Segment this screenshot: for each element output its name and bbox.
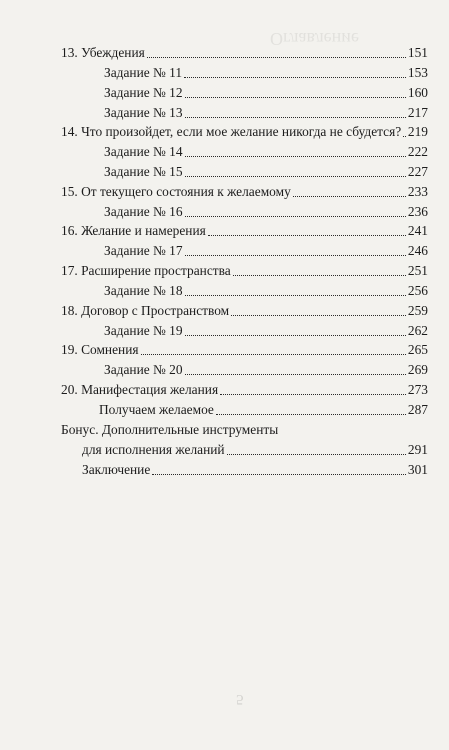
toc-entry: [61, 418, 428, 438]
toc-entry-title: 19. Сомнения: [61, 342, 139, 357]
toc-entry: [61, 219, 428, 239]
toc-entry-title: Получаем желаемое: [99, 402, 214, 417]
toc-entry-title: 16. Желание и намерения: [61, 223, 206, 238]
dot-leader: [216, 413, 406, 415]
toc-entry: [61, 101, 428, 121]
toc-entry-title: Задание № 18: [104, 283, 183, 298]
toc-entry: [61, 458, 428, 478]
toc-entry: [61, 319, 428, 339]
toc-entry-page-number: 269: [407, 362, 428, 377]
dot-leader: [152, 473, 406, 475]
toc-entry-page-number: 256: [407, 283, 428, 298]
toc-entry-title: Заключение: [82, 462, 151, 477]
dot-leader: [185, 294, 406, 296]
toc-entry-page-number: 222: [407, 144, 428, 159]
toc-entry-title: 15. От текущего состояния к желаемому: [61, 184, 291, 199]
toc-entry: [61, 200, 428, 220]
dot-leader: [293, 195, 406, 197]
dot-leader: [185, 334, 406, 336]
toc-entry: [61, 81, 428, 101]
toc-entry: [61, 180, 428, 200]
toc-entry-page-number: 227: [407, 164, 428, 179]
dot-leader: [185, 175, 406, 177]
toc-entry-title: Задание № 11: [104, 65, 183, 80]
dot-leader: [185, 215, 406, 217]
dot-leader: [147, 56, 406, 58]
dot-leader: [227, 453, 406, 455]
toc-entry-title: Задание № 20: [104, 362, 183, 377]
toc-entry-page-number: 236: [407, 204, 428, 219]
toc-entry-page-number: 291: [407, 442, 428, 457]
dot-leader: [185, 254, 406, 256]
dot-leader: [208, 234, 406, 236]
toc-entry: [61, 299, 428, 319]
toc-entry: [61, 140, 428, 160]
dot-leader: [233, 274, 406, 276]
dot-leader: [141, 353, 406, 355]
dot-leader: [220, 393, 406, 395]
toc-entry-title: 13. Убеждения: [61, 45, 145, 60]
toc-entry-page-number: 265: [407, 342, 428, 357]
dot-leader: [403, 135, 406, 137]
toc-entry-title: Задание № 12: [104, 85, 183, 100]
dot-leader: [185, 155, 406, 157]
toc-entry-page-number: 251: [407, 263, 428, 278]
toc-entry: [61, 259, 428, 279]
dot-leader: [231, 314, 406, 316]
bleed-through-page-number: 5: [236, 691, 244, 707]
toc-entry-page-number: 246: [407, 243, 428, 258]
toc-entry-title: Задание № 17: [104, 243, 183, 258]
toc-entry-page-number: 301: [407, 462, 428, 477]
toc-entry-page-number: 259: [407, 303, 428, 318]
toc-entry-page-number: 219: [407, 124, 428, 139]
toc-entry: [61, 438, 428, 458]
toc-entry-page-number: 241: [407, 223, 428, 238]
bleed-through-text: Оглавление: [270, 29, 359, 49]
dot-leader: [185, 373, 406, 375]
dot-leader: [184, 76, 406, 78]
toc-entry-page-number: 287: [407, 402, 428, 417]
toc-entry-title: Задание № 14: [104, 144, 183, 159]
toc-entry-title: 20. Манифестация желания: [61, 382, 219, 397]
toc-entry: [61, 338, 428, 358]
toc-entry-page-number: 233: [407, 184, 428, 199]
toc-entry-page-number: 262: [407, 323, 428, 338]
toc-entry-title: 18. Договор с Пространством: [61, 303, 230, 318]
dot-leader: [185, 96, 406, 98]
toc-entry: [61, 61, 428, 81]
toc-entry: [61, 160, 428, 180]
toc-entry-page-number: 217: [407, 105, 428, 120]
toc-entry-title: 14. Что произойдет, если мое желание никогда не сбудется?: [61, 124, 402, 139]
toc-entry: [61, 279, 428, 299]
toc-entry-title: 17. Расширение пространства: [61, 263, 231, 278]
toc-entry-title: Задание № 19: [104, 323, 183, 338]
toc-entry-title: Задание № 16: [104, 204, 183, 219]
toc-entry: [61, 120, 428, 140]
toc-entry: [61, 239, 428, 259]
toc-entry-page-number: 151: [407, 45, 428, 60]
toc-entry: [61, 41, 428, 61]
toc-entry: [61, 378, 428, 398]
toc-entry: [61, 358, 428, 378]
toc-entry-title: Задание № 13: [104, 105, 183, 120]
toc-entry: [61, 398, 428, 418]
toc-entry-title: Бонус. Дополнительные инструменты: [61, 422, 279, 437]
toc-entry-page-number: 160: [407, 85, 428, 100]
dot-leader: [185, 116, 406, 118]
toc-entry-page-number: 273: [407, 382, 428, 397]
toc-entry-title: Задание № 15: [104, 164, 183, 179]
toc-entry-page-number: 153: [407, 65, 428, 80]
toc-entry-title: для исполнения желаний: [82, 442, 225, 457]
